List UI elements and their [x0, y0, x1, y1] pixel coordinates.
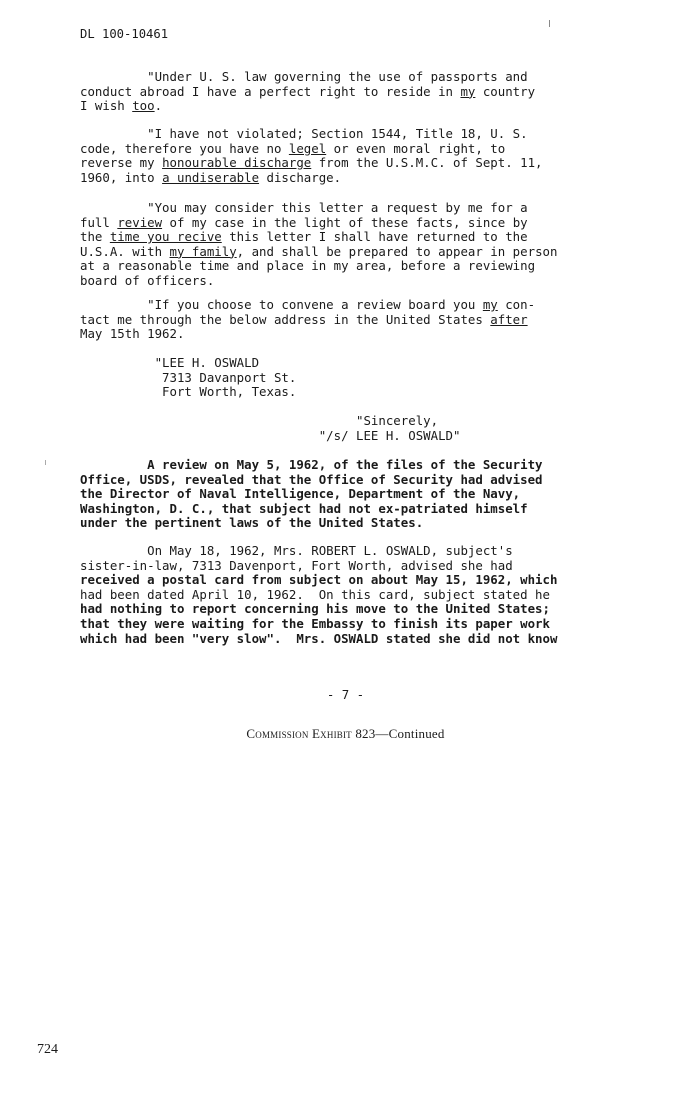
- return-address: "LEE H. OSWALD 7313 Davanport St. Fort Worth, Texas.: [80, 355, 297, 400]
- letter-paragraph: "You may consider this letter a request by me for a full review of my case in the light of these facts, since by the time you recive this letter I shall have returned to the U.S.A. with my family, and shall be prepared to appear in person at a reasonable time and place in my area, before a reviewing board of officers.: [80, 200, 558, 288]
- scan-mark: [549, 20, 550, 27]
- report-paragraph: A review on May 5, 1962, of the files of the Security Office, USDS, revealed that the Office of Security had advised the Director of Naval Intelligence, Department of the Navy, Washington, D. C., that subject had not ex-patriated himself under the pertinent laws of the United States.: [80, 457, 543, 531]
- file-number: DL 100-10461: [80, 27, 169, 41]
- exhibit-caption: Commission Exhibit 823—Continued: [246, 726, 445, 741]
- letter-paragraph: "Under U. S. law governing the use of passports and conduct abroad I have a perfect right to reside in my country I wish too.: [80, 69, 536, 114]
- report-paragraph: On May 18, 1962, Mrs. ROBERT L. OSWALD, subject's sister-in-law, 7313 Davenport, Fort Worth, advised she had received a postal card from subject on about May 15, 1962, which had been dated April 10, 1962. On this card, subject stated he had nothing to report concerning his move to the United States; that they were waiting for the Embassy to finish its paper work which had been "very slow". Mrs. OSWALD stated she did not know: [80, 543, 558, 646]
- scan-mark: [45, 460, 46, 465]
- letter-paragraph: "I have not violated; Section 1544, Title 18, U. S. code, therefore you have no legel or even moral right, to reverse my honourable discharge from the U.S.M.C. of Sept. 11, 1960, into a undiserable discharge.: [80, 126, 543, 185]
- volume-page-number: 724: [37, 1042, 58, 1057]
- letter-paragraph: "If you choose to convene a review board you my con- tact me through the below address in the United States after May 15th 1962.: [80, 297, 536, 342]
- page-number: - 7 -: [326, 687, 365, 702]
- letter-closing: "Sincerely, "/s/ LEE H. OSWALD": [80, 413, 461, 443]
